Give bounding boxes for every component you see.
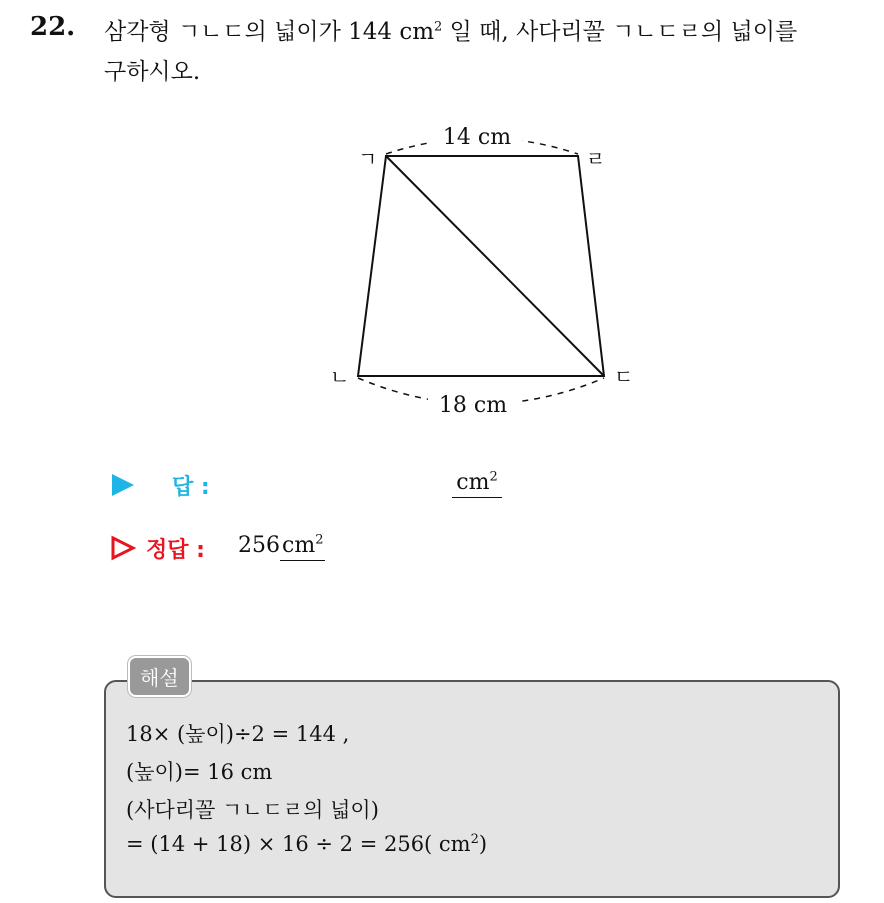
solution-line-4-pre: = (14 + 18) × 16 ÷ 2 = 256( cm [126,832,471,856]
solution-line-3: (사다리꼴 ㄱㄴㄷㄹ의 넓이) [126,798,379,822]
question-text [104,12,874,92]
trapezoid-diagram [320,110,650,430]
answer-label: 답 : [172,475,210,500]
correct-unit: cm [282,533,316,558]
solution-tag: 해설 [128,656,191,697]
solution-line-1: 18× (높이)÷2 = 144 , [126,722,350,746]
outline-triangle-icon [110,533,138,563]
solution-line-2: (높이)= 16 cm [126,760,273,784]
diagonal-line [386,156,604,376]
solution-line-4-sup: 2 [470,832,479,847]
solution-line-4 [126,832,487,856]
question-unit-sup: 2 [434,19,443,35]
vertex-label-top-right: ㄹ [586,147,606,171]
correct-answer-label: 정답 : [146,538,205,563]
problem-number: 22. [30,12,76,42]
vertex-label-top-left: ㄱ [358,147,378,171]
question-line1-pre: 삼각형 ㄱㄴㄷ의 넓이가 144 cm [104,19,435,45]
correct-number: 256 [238,533,280,558]
solution-line-4-post: ) [478,832,488,856]
correct-unit-wrap [280,533,325,561]
top-length-label: 14 cm [442,125,512,150]
play-triangle-icon [110,470,138,500]
answer-unit-sup: 2 [489,469,498,485]
answer-blank[interactable] [452,470,502,498]
vertex-label-bottom-left: ㄴ [330,365,350,389]
vertex-label-bottom-right: ㄷ [614,365,634,389]
bottom-length-label: 18 cm [438,393,508,418]
answer-unit: cm [456,470,490,495]
solution-box [104,680,840,898]
question-line1-post: 일 때, 사다리꼴 ㄱㄴㄷㄹ의 넓이를 [442,19,798,45]
correct-unit-sup: 2 [315,532,324,548]
correct-answer-value [238,533,325,558]
question-line2: 구하시오. [104,59,201,85]
trapezoid-shape [358,156,604,376]
